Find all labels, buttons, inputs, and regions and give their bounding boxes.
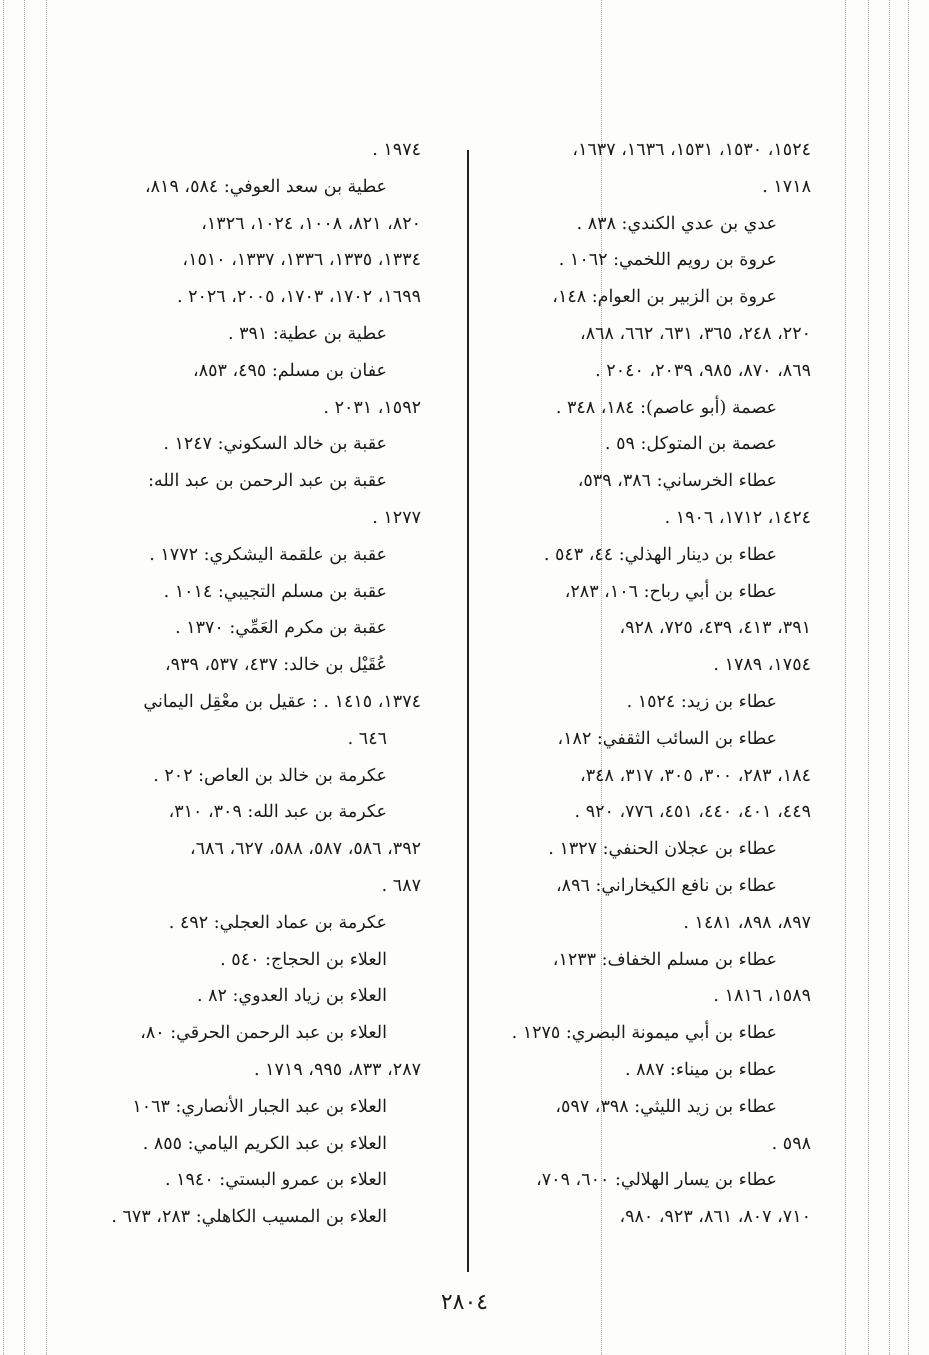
index-entry-line: عكرمة بن عبد الله: ٣٠٩، ٣١٠، <box>168 802 387 823</box>
index-entry-line: عطاء بن زيد الليثي: ٣٩٨، ٥٩٧، <box>555 1096 777 1117</box>
index-entry-line: عطاء بن دينار الهذلي: ٤٤، ٥٤٣ . <box>543 544 777 565</box>
scan-guide-line <box>868 0 869 1355</box>
scan-guide-line <box>908 0 909 1355</box>
scan-guide-line <box>24 0 25 1355</box>
index-entry-line: ٤٤٩، ٤٠١، ٤٤٠، ٤٥١، ٧٧٦، ٩٢٠ . <box>574 802 811 823</box>
index-entry-line: العلاء بن زياد العدوي: ٨٢ . <box>196 986 387 1007</box>
index-entry-line: ١٧١٨ . <box>762 176 811 197</box>
index-entry-line: عروة بن الزبير بن العوام: ١٤٨، <box>552 287 777 308</box>
index-column-right <box>479 132 811 1236</box>
index-entry-line: عقبة بن خالد السكوني: ١٢٤٧ . <box>163 434 387 455</box>
scan-guide-line <box>3 0 4 1355</box>
index-entry-line: ١٣٧٤، ١٤١٥ . : عقيل بن معْقِل اليماني <box>143 691 421 712</box>
index-entry-line: عقبة بن علقمة اليشكري: ١٧٧٢ . <box>149 544 387 565</box>
index-entry-line: ٦٤٦ . <box>347 728 387 749</box>
index-entry-line: ١٢٧٧ . <box>372 507 421 528</box>
index-entry-line: عقبة بن مكرم العَمِّي: ١٣٧٠ . <box>175 618 387 639</box>
index-entry-line: ١٥٩٢، ٢٠٣١ . <box>323 397 421 418</box>
index-entry-line: ١٦٩٩، ١٧٠٢، ١٧٠٣، ٢٠٠٥، ٢٠٢٦ . <box>176 287 421 308</box>
index-entry-line: ١٣٣٤، ١٣٣٥، ١٣٣٦، ١٣٣٧، ١٥١٠، <box>182 250 421 271</box>
index-entry-line: ٨٩٧، ٨٩٨، ١٤٨١ . <box>683 912 811 933</box>
index-column-left <box>89 132 421 1236</box>
index-entry-line: عُقَيْل بن خالد: ٤٣٧، ٥٣٧، ٩٣٩، <box>165 655 387 676</box>
page-number: ٢٨٠٤ <box>440 1290 489 1315</box>
index-entry-line: عقبة بن عبد الرحمن بن عبد الله: <box>148 471 387 492</box>
index-entry-line: عقبة بن مسلم التجيبي: ١٠١٤ . <box>163 581 387 602</box>
scan-guide-line <box>889 0 890 1355</box>
index-entry-line: ١٥٢٤، ١٥٣٠، ١٥٣١، ١٦٣٦، ١٦٣٧، <box>572 140 811 160</box>
index-entry-line: عروة بن رويم اللخمي: ١٠٦٢ . <box>558 250 777 271</box>
index-entry-line: العلاء بن عبد الكريم اليامي: ٨٥٥ . <box>142 1133 387 1154</box>
index-entry-line: عصمة (أبو عاصم): ١٨٤، ٣٤٨ . <box>555 397 777 418</box>
index-entry-line: العلاء بن عمرو البستي: ١٩٤٠ . <box>164 1170 387 1191</box>
index-entry-line: ١٧٥٤، ١٧٨٩ . <box>713 655 811 676</box>
index-entry-line: ٣٩١، ٤١٣، ٤٣٩، ٧٢٥، ٩٢٨، <box>619 618 811 639</box>
index-entry-line: العلاء بن الحجاج: ٥٤٠ . <box>220 949 387 970</box>
index-entry-line: العلاء بن عبد الرحمن الحرقي: ٨٠، <box>140 1023 387 1044</box>
index-entry-line: ٦٨٧ . <box>381 875 421 896</box>
index-entry-line: ٢٨٧، ٨٣٣، ٩٩٥، ١٧١٩ . <box>253 1059 421 1080</box>
index-entry-line: عطاء بن مسلم الخفاف: ١٢٣٣، <box>552 949 777 970</box>
index-entry-line: عطاء بن عجلان الحنفي: ١٣٢٧ . <box>548 839 777 860</box>
index-entry-line: عطاء بن السائب الثقفي: ١٨٢، <box>557 728 777 749</box>
index-entry-line: ٧١٠، ٨٠٧، ٨٦١، ٩٢٣، ٩٨٠، <box>619 1207 811 1228</box>
index-entry-line: عكرمة بن خالد بن العاص: ٢٠٢ . <box>153 765 387 786</box>
index-entry-line: عكرمة بن عماد العجلي: ٤٩٢ . <box>168 912 387 933</box>
index-entry-line: ١٥٨٩، ١٨١٦ . <box>713 986 811 1007</box>
index-entry-line: عطاء بن نافع الكيخاراني: ٨٩٦، <box>556 875 777 896</box>
index-entry-line: ٢٢٠، ٢٤٨، ٣٦٥، ٦٣١، ٦٦٢، ٨٦٨، <box>580 323 811 344</box>
index-entry-line: عطية بن عطية: ٣٩١ . <box>227 323 387 344</box>
scan-guide-line <box>845 0 846 1355</box>
index-entry-line: عفان بن مسلم: ٤٩٥، ٨٥٣، <box>193 360 387 381</box>
column-divider <box>467 150 469 1272</box>
index-entry-line: عطية بن سعد العوفي: ٥٨٤، ٨١٩، <box>144 176 387 197</box>
index-entry-line: عطاء بن يسار الهلالي: ٦٠٠، ٧٠٩، <box>536 1170 777 1191</box>
index-entry-line: ٨٢٠، ٨٢١، ١٠٠٨، ١٠٢٤، ١٣٢٦، <box>201 213 421 234</box>
index-entry-line: ٨٦٩، ٨٧٠، ٩٨٥، ٢٠٣٩، ٢٠٤٠ . <box>595 360 811 381</box>
index-entry-line: العلاء بن عبد الجبار الأنصاري: ١٠٦٣ <box>132 1096 387 1117</box>
index-entry-line: عدي بن عدي الكندي: ٨٣٨ . <box>576 213 777 234</box>
scan-guide-line <box>46 0 47 1355</box>
index-entry-line: ١٤٢٤، ١٧١٢، ١٩٠٦ . <box>664 507 811 528</box>
index-entry-line: عصمة بن المتوكل: ٥٩ . <box>604 434 777 455</box>
index-entry-line: ٥٩٨ . <box>771 1133 811 1154</box>
index-entry-line: عطاء بن زيد: ١٥٢٤ . <box>626 691 777 712</box>
index-entry-line: ٣٩٢، ٥٨٦، ٥٨٧، ٥٨٨، ٦٢٧، ٦٨٦، <box>190 839 421 860</box>
index-entry-line: العلاء بن المسيب الكاهلي: ٢٨٣، ٦٧٣ . <box>111 1207 387 1228</box>
index-entry-line: عطاء بن أبي رباح: ١٠٦، ٢٨٣، <box>564 581 777 602</box>
index-entry-line: ١٩٧٤ . <box>372 140 421 160</box>
index-entry-line: عطاء بن أبي ميمونة البصري: ١٢٧٥ . <box>511 1023 777 1044</box>
index-entry-line: ١٨٤، ٢٨٣، ٣٠٠، ٣٠٥، ٣١٧، ٣٤٨، <box>580 765 811 786</box>
index-entry-line: عطاء الخرساني: ٣٨٦، ٥٣٩، <box>577 471 777 492</box>
index-entry-line: عطاء بن ميناء: ٨٨٧ . <box>625 1059 777 1080</box>
